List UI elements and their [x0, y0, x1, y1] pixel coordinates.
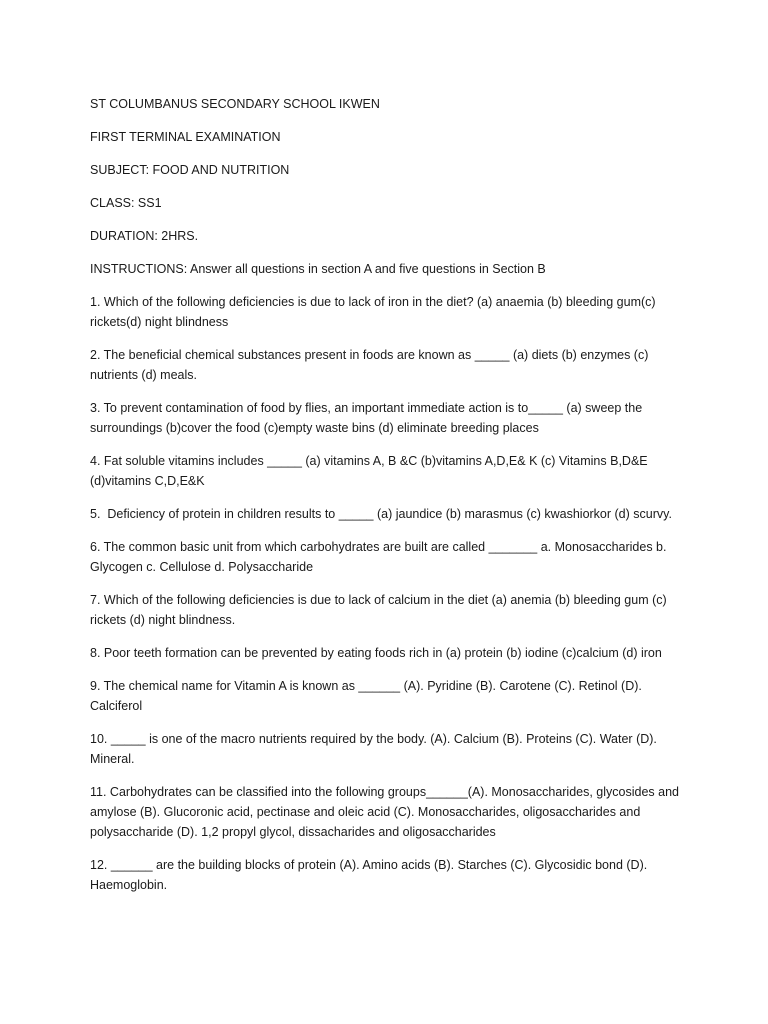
instructions-line: INSTRUCTIONS: Answer all questions in section A and five questions in Section B [90, 262, 546, 276]
question-2: 2. The beneficial chemical substances present in foods are known as _____ (a) diets (b) enzymes (c) nutrients (d) meals. [90, 348, 652, 382]
question-9: 9. The chemical name for Vitamin A is known as ______ (A). Pyridine (B). Carotene (C). Retinol (D). Calciferol [90, 679, 646, 713]
question-5: 5. Deficiency of protein in children results to _____ (a) jaundice (b) marasmus (c) kwashiorkor (d) scurvy. [90, 507, 672, 521]
subject-line: SUBJECT: FOOD AND NUTRITION [90, 163, 290, 177]
question-3: 3. To prevent contamination of food by flies, an important immediate action is to_____ (a) sweep the surroundings (b)cover the food (c)empty waste bins (d) eliminate breeding places [90, 401, 646, 435]
question-12: 12. ______ are the building blocks of protein (A). Amino acids (B). Starches (C). Glycosidic bond (D). Haemoglobin. [90, 858, 651, 892]
question-1: 1. Which of the following deficiencies is due to lack of iron in the diet? (a) anaemia (b) bleeding gum(c) rickets(d) night blindness [90, 295, 660, 329]
exam-document [90, 94, 690, 908]
question-10: 10. _____ is one of the macro nutrients required by the body. (A). Calcium (B). Proteins (C). Water (D). Mineral. [90, 732, 661, 766]
question-8: 8. Poor teeth formation can be prevented by eating foods rich in (a) protein (b) iodine (c)calcium (d) iron [90, 646, 662, 660]
school-name: ST COLUMBANUS SECONDARY SCHOOL IKWEN [90, 97, 380, 111]
question-4: 4. Fat soluble vitamins includes _____ (a) vitamins A, B &C (b)vitamins A,D,E& K (c) Vitamins B,D&E (d)vitamins C,D,E&K [90, 454, 652, 488]
question-11: 11. Carbohydrates can be classified into the following groups______(A). Monosaccharides, glycosides and amylose (B). Glucoronic acid, pectinase and oleic acid (C). Monosaccharides, oligosaccharides and polysaccharide (D). 1,2 propyl glycol, dissacharides and oligosaccharides [90, 785, 683, 839]
class-line: CLASS: SS1 [90, 196, 162, 210]
duration-line: DURATION: 2HRS. [90, 229, 199, 243]
question-7: 7. Which of the following deficiencies is due to lack of calcium in the diet (a) anemia (b) bleeding gum (c) rickets (d) night blindness. [90, 593, 671, 627]
exam-title: FIRST TERMINAL EXAMINATION [90, 130, 281, 144]
question-6: 6. The common basic unit from which carbohydrates are built are called _______ a. Monosaccharides b. Glycogen c. Cellulose d. Polysaccharide [90, 540, 670, 574]
